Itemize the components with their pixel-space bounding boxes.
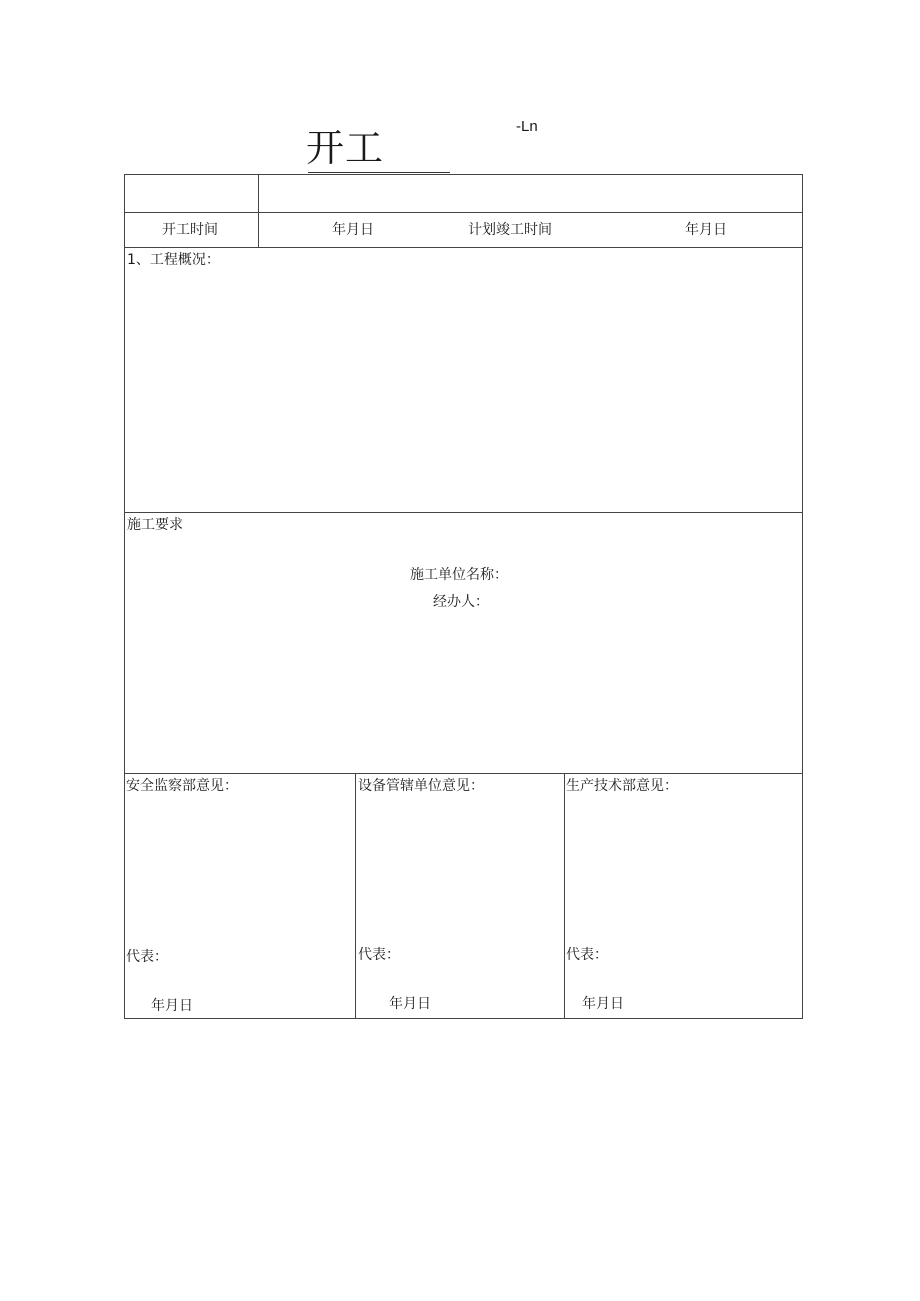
- row-divider-2: [124, 247, 803, 248]
- start-time-label: 开工时间: [162, 222, 218, 238]
- title-underline: [308, 172, 450, 173]
- overview-field[interactable]: [125, 270, 802, 512]
- equipment-opinion-label: 设备管辖单位意见：: [358, 778, 484, 794]
- planned-completion-value[interactable]: 年月日: [685, 222, 727, 238]
- overview-label: 1、工程概况：: [127, 252, 220, 268]
- equipment-date[interactable]: 年月日: [389, 996, 431, 1012]
- requirements-label: 施工要求: [127, 517, 183, 533]
- safety-date[interactable]: 年月日: [151, 998, 193, 1014]
- col-divider-opinion-2: [564, 773, 565, 1019]
- row-divider-1: [124, 212, 803, 213]
- safety-opinion-label: 安全监察部意见：: [126, 778, 238, 794]
- table-border-bottom: [124, 1018, 803, 1019]
- table-border-right: [802, 174, 803, 1019]
- production-rep-label: 代表：: [566, 947, 608, 963]
- equipment-rep-label: 代表：: [358, 947, 400, 963]
- col-divider-opinion-1: [355, 773, 356, 1019]
- production-opinion-label: 生产技术部意见：: [566, 778, 678, 794]
- row-divider-3: [124, 512, 803, 513]
- project-name-value-cell[interactable]: [259, 175, 802, 212]
- planned-completion-label: 计划竣工时间: [468, 222, 552, 238]
- row-divider-4: [124, 773, 803, 774]
- document-code: -Ln: [516, 118, 538, 135]
- production-date[interactable]: 年月日: [582, 996, 624, 1012]
- contractor-name-label: 施工单位名称：: [410, 567, 508, 583]
- document-title: 开工: [306, 126, 385, 170]
- project-name-label-cell[interactable]: [125, 175, 258, 212]
- start-time-value[interactable]: 年月日: [332, 222, 374, 238]
- handler-label: 经办人：: [433, 594, 489, 610]
- safety-rep-label: 代表：: [126, 949, 168, 965]
